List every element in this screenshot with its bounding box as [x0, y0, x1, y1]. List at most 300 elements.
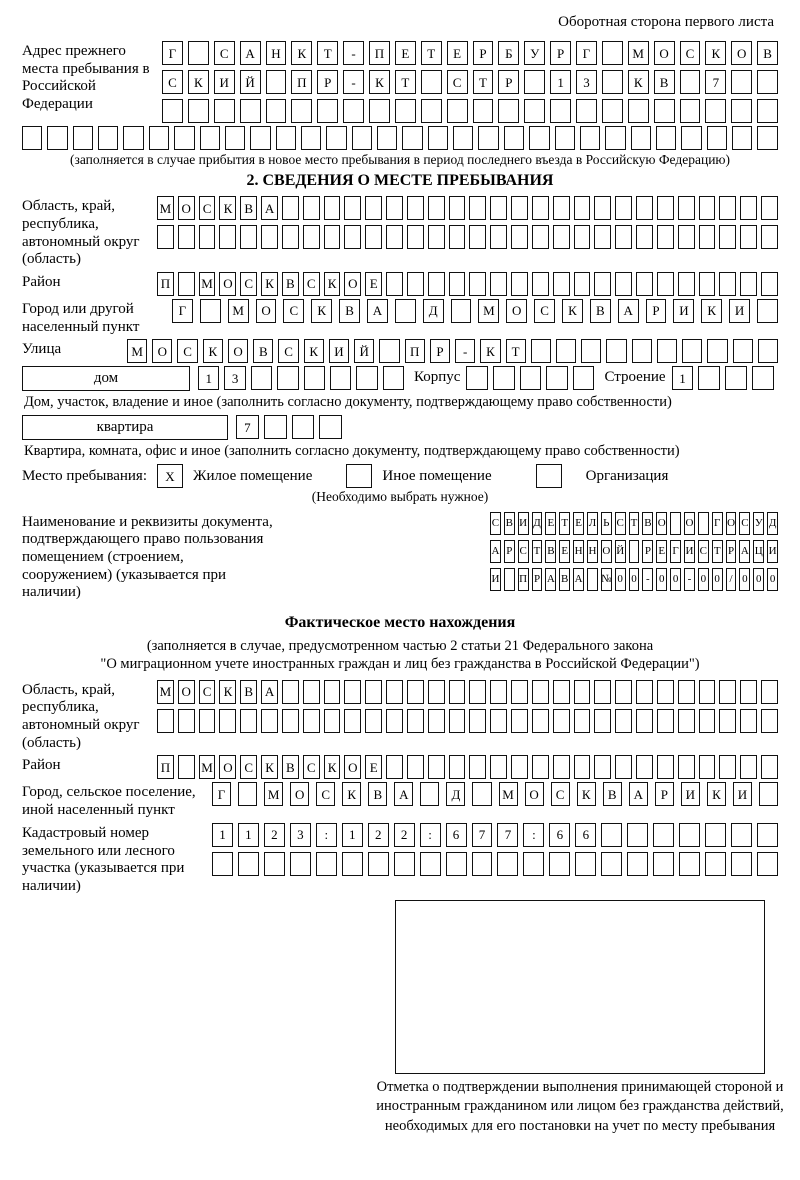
char-box[interactable]: [407, 680, 424, 704]
char-box[interactable]: [511, 709, 528, 733]
char-box[interactable]: А: [629, 782, 648, 806]
char-box[interactable]: 0: [670, 568, 681, 591]
char-box[interactable]: [602, 41, 623, 65]
char-box[interactable]: А: [739, 540, 750, 563]
char-box[interactable]: 6: [575, 823, 596, 847]
char-box[interactable]: [472, 782, 491, 806]
char-box[interactable]: К: [577, 782, 596, 806]
char-box[interactable]: К: [311, 299, 332, 323]
char-box[interactable]: М: [199, 272, 216, 296]
char-box[interactable]: [238, 852, 259, 876]
char-box[interactable]: [261, 709, 278, 733]
char-box[interactable]: -: [343, 41, 364, 65]
char-box[interactable]: С: [615, 512, 626, 535]
char-box[interactable]: Т: [712, 540, 723, 563]
char-box[interactable]: С: [283, 299, 304, 323]
char-box[interactable]: Г: [670, 540, 681, 563]
char-box[interactable]: [369, 99, 390, 123]
char-box[interactable]: [344, 225, 361, 249]
char-box[interactable]: В: [240, 196, 257, 220]
char-box[interactable]: [740, 196, 757, 220]
char-box[interactable]: [657, 196, 674, 220]
char-box[interactable]: [498, 99, 519, 123]
char-box[interactable]: [636, 196, 653, 220]
char-box[interactable]: О: [654, 41, 675, 65]
char-box[interactable]: [759, 782, 778, 806]
char-box[interactable]: [740, 272, 757, 296]
char-box[interactable]: [657, 225, 674, 249]
char-box[interactable]: [719, 755, 736, 779]
char-box[interactable]: [261, 225, 278, 249]
char-box[interactable]: Е: [365, 272, 382, 296]
char-box[interactable]: И: [733, 782, 752, 806]
char-box[interactable]: Й: [615, 540, 626, 563]
char-box[interactable]: М: [628, 41, 649, 65]
char-box[interactable]: [200, 126, 220, 150]
char-box[interactable]: [420, 852, 441, 876]
char-box[interactable]: М: [127, 339, 147, 363]
char-box[interactable]: [553, 225, 570, 249]
char-box[interactable]: X: [157, 464, 183, 488]
char-box[interactable]: [631, 126, 651, 150]
char-box[interactable]: [757, 823, 778, 847]
char-box[interactable]: 0: [753, 568, 764, 591]
char-box[interactable]: С: [303, 755, 320, 779]
char-box[interactable]: [449, 272, 466, 296]
char-box[interactable]: И: [729, 299, 750, 323]
char-box[interactable]: [636, 755, 653, 779]
char-box[interactable]: Р: [504, 540, 515, 563]
char-box[interactable]: Й: [240, 70, 261, 94]
char-box[interactable]: [679, 823, 700, 847]
char-box[interactable]: Й: [354, 339, 374, 363]
char-box[interactable]: С: [447, 70, 468, 94]
char-box[interactable]: К: [324, 755, 341, 779]
char-box[interactable]: 1: [342, 823, 363, 847]
char-box[interactable]: [157, 225, 174, 249]
char-box[interactable]: [629, 540, 640, 563]
char-box[interactable]: О: [256, 299, 277, 323]
char-box[interactable]: [162, 99, 183, 123]
char-box[interactable]: [553, 755, 570, 779]
char-box[interactable]: 1: [238, 823, 259, 847]
char-box[interactable]: Г: [162, 41, 183, 65]
char-box[interactable]: [705, 852, 726, 876]
char-box[interactable]: [761, 196, 778, 220]
char-box[interactable]: В: [603, 782, 622, 806]
char-box[interactable]: [174, 126, 194, 150]
char-box[interactable]: [656, 126, 676, 150]
char-box[interactable]: Е: [573, 512, 584, 535]
char-box[interactable]: [550, 99, 571, 123]
char-box[interactable]: Д: [446, 782, 465, 806]
char-box[interactable]: [368, 852, 389, 876]
char-box[interactable]: [490, 709, 507, 733]
char-box[interactable]: О: [525, 782, 544, 806]
char-box[interactable]: В: [282, 755, 299, 779]
char-box[interactable]: С: [698, 540, 709, 563]
char-box[interactable]: [606, 339, 626, 363]
char-box[interactable]: [473, 99, 494, 123]
char-box[interactable]: -: [455, 339, 475, 363]
char-box[interactable]: [356, 366, 377, 390]
char-box[interactable]: П: [291, 70, 312, 94]
char-box[interactable]: [580, 126, 600, 150]
char-box[interactable]: [587, 568, 598, 591]
char-box[interactable]: О: [344, 272, 361, 296]
char-box[interactable]: [428, 272, 445, 296]
char-box[interactable]: В: [282, 272, 299, 296]
char-box[interactable]: [330, 366, 351, 390]
char-box[interactable]: -: [343, 70, 364, 94]
char-box[interactable]: [428, 225, 445, 249]
char-box[interactable]: [428, 126, 448, 150]
char-box[interactable]: [707, 339, 727, 363]
char-box[interactable]: [574, 709, 591, 733]
char-box[interactable]: [386, 225, 403, 249]
char-box[interactable]: [365, 680, 382, 704]
char-box[interactable]: К: [261, 755, 278, 779]
char-box[interactable]: Г: [576, 41, 597, 65]
char-box[interactable]: Р: [498, 70, 519, 94]
char-box[interactable]: 6: [446, 823, 467, 847]
char-box[interactable]: Т: [421, 41, 442, 65]
char-box[interactable]: [407, 709, 424, 733]
char-box[interactable]: Р: [430, 339, 450, 363]
char-box[interactable]: [511, 755, 528, 779]
char-box[interactable]: [326, 126, 346, 150]
char-box[interactable]: [478, 126, 498, 150]
char-box[interactable]: 3: [224, 366, 245, 390]
char-box[interactable]: [657, 272, 674, 296]
char-box[interactable]: [421, 70, 442, 94]
char-box[interactable]: К: [304, 339, 324, 363]
char-box[interactable]: В: [590, 299, 611, 323]
char-box[interactable]: Т: [473, 70, 494, 94]
char-box[interactable]: 7: [497, 823, 518, 847]
char-box[interactable]: [407, 272, 424, 296]
char-box[interactable]: [466, 366, 488, 390]
char-box[interactable]: О: [219, 755, 236, 779]
char-box[interactable]: В: [339, 299, 360, 323]
char-box[interactable]: [556, 339, 576, 363]
char-box[interactable]: [250, 126, 270, 150]
char-box[interactable]: [553, 680, 570, 704]
char-box[interactable]: [731, 823, 752, 847]
char-box[interactable]: И: [329, 339, 349, 363]
char-box[interactable]: [199, 709, 216, 733]
char-box[interactable]: С: [303, 272, 320, 296]
char-box[interactable]: [731, 70, 752, 94]
char-box[interactable]: [420, 782, 439, 806]
char-box[interactable]: О: [726, 512, 737, 535]
char-box[interactable]: 2: [394, 823, 415, 847]
char-box[interactable]: К: [261, 272, 278, 296]
char-box[interactable]: [240, 709, 257, 733]
char-box[interactable]: [524, 70, 545, 94]
char-box[interactable]: [523, 852, 544, 876]
char-box[interactable]: [576, 99, 597, 123]
char-box[interactable]: [449, 196, 466, 220]
char-box[interactable]: [549, 852, 570, 876]
char-box[interactable]: /: [726, 568, 737, 591]
char-box[interactable]: 0: [615, 568, 626, 591]
char-box[interactable]: [352, 126, 372, 150]
char-box[interactable]: [725, 366, 747, 390]
char-box[interactable]: [636, 680, 653, 704]
char-box[interactable]: [178, 709, 195, 733]
char-box[interactable]: [758, 339, 778, 363]
char-box[interactable]: [301, 126, 321, 150]
char-box[interactable]: А: [618, 299, 639, 323]
char-box[interactable]: [615, 225, 632, 249]
char-box[interactable]: [636, 709, 653, 733]
char-box[interactable]: К: [203, 339, 223, 363]
char-box[interactable]: [761, 709, 778, 733]
char-box[interactable]: [632, 339, 652, 363]
char-box[interactable]: [615, 755, 632, 779]
char-box[interactable]: [386, 755, 403, 779]
char-box[interactable]: [303, 225, 320, 249]
char-box[interactable]: В: [642, 512, 653, 535]
char-box[interactable]: [407, 225, 424, 249]
char-box[interactable]: М: [478, 299, 499, 323]
char-box[interactable]: [627, 852, 648, 876]
char-box[interactable]: [386, 709, 403, 733]
char-box[interactable]: [574, 196, 591, 220]
char-box[interactable]: [277, 366, 298, 390]
char-box[interactable]: [493, 366, 515, 390]
char-box[interactable]: [653, 852, 674, 876]
char-box[interactable]: [699, 196, 716, 220]
char-box[interactable]: [219, 225, 236, 249]
char-box[interactable]: [546, 366, 568, 390]
char-box[interactable]: [266, 70, 287, 94]
char-box[interactable]: [303, 196, 320, 220]
char-box[interactable]: :: [420, 823, 441, 847]
checkbox-organizaciya[interactable]: [536, 464, 562, 488]
char-box[interactable]: [699, 272, 716, 296]
char-box[interactable]: С: [214, 41, 235, 65]
char-box[interactable]: [282, 680, 299, 704]
char-box[interactable]: Р: [317, 70, 338, 94]
char-box[interactable]: [657, 680, 674, 704]
char-box[interactable]: [740, 709, 757, 733]
char-box[interactable]: [451, 299, 472, 323]
char-box[interactable]: М: [157, 196, 174, 220]
char-box[interactable]: В: [559, 568, 570, 591]
char-box[interactable]: Р: [646, 299, 667, 323]
char-box[interactable]: [678, 196, 695, 220]
char-box[interactable]: К: [291, 41, 312, 65]
char-box[interactable]: О: [178, 680, 195, 704]
char-box[interactable]: [574, 225, 591, 249]
char-box[interactable]: К: [219, 680, 236, 704]
char-box[interactable]: [395, 299, 416, 323]
char-box[interactable]: [251, 366, 272, 390]
char-box[interactable]: [680, 70, 701, 94]
char-box[interactable]: 7: [472, 823, 493, 847]
char-box[interactable]: [681, 126, 701, 150]
char-box[interactable]: 7: [236, 415, 259, 439]
char-box[interactable]: [757, 299, 778, 323]
char-box[interactable]: [657, 709, 674, 733]
char-box[interactable]: [344, 680, 361, 704]
char-box[interactable]: Ь: [601, 512, 612, 535]
char-box[interactable]: [282, 709, 299, 733]
char-box[interactable]: [657, 755, 674, 779]
checkbox-zhiloe[interactable]: [157, 464, 183, 488]
char-box[interactable]: К: [701, 299, 722, 323]
char-box[interactable]: [365, 196, 382, 220]
char-box[interactable]: П: [157, 755, 174, 779]
char-box[interactable]: [324, 196, 341, 220]
char-box[interactable]: К: [707, 782, 726, 806]
char-box[interactable]: [343, 99, 364, 123]
char-box[interactable]: [678, 225, 695, 249]
char-box[interactable]: В: [368, 782, 387, 806]
char-box[interactable]: [705, 99, 726, 123]
char-box[interactable]: И: [490, 568, 501, 591]
char-box[interactable]: [123, 126, 143, 150]
char-box[interactable]: [719, 225, 736, 249]
char-box[interactable]: [532, 709, 549, 733]
char-box[interactable]: [719, 680, 736, 704]
char-box[interactable]: [594, 709, 611, 733]
char-box[interactable]: [428, 755, 445, 779]
char-box[interactable]: [653, 823, 674, 847]
char-box[interactable]: А: [367, 299, 388, 323]
char-box[interactable]: [529, 126, 549, 150]
char-box[interactable]: [602, 70, 623, 94]
char-box[interactable]: К: [188, 70, 209, 94]
char-box[interactable]: [601, 823, 622, 847]
char-box[interactable]: [719, 196, 736, 220]
char-box[interactable]: А: [394, 782, 413, 806]
char-box[interactable]: [555, 126, 575, 150]
char-box[interactable]: О: [506, 299, 527, 323]
char-box[interactable]: [47, 126, 67, 150]
char-box[interactable]: [453, 126, 473, 150]
char-box[interactable]: [199, 225, 216, 249]
char-box[interactable]: Н: [587, 540, 598, 563]
char-box[interactable]: П: [518, 568, 529, 591]
char-box[interactable]: [574, 755, 591, 779]
char-box[interactable]: [698, 366, 720, 390]
char-box[interactable]: [699, 755, 716, 779]
char-box[interactable]: [264, 852, 285, 876]
char-box[interactable]: [707, 126, 727, 150]
char-box[interactable]: [636, 225, 653, 249]
char-box[interactable]: С: [240, 272, 257, 296]
char-box[interactable]: [520, 366, 542, 390]
char-box[interactable]: 0: [767, 568, 778, 591]
char-box[interactable]: [490, 272, 507, 296]
char-box[interactable]: В: [240, 680, 257, 704]
char-box[interactable]: [532, 755, 549, 779]
char-box[interactable]: [446, 852, 467, 876]
char-box[interactable]: [178, 755, 195, 779]
char-box[interactable]: Е: [559, 540, 570, 563]
char-box[interactable]: О: [684, 512, 695, 535]
char-box[interactable]: С: [551, 782, 570, 806]
char-box[interactable]: [282, 196, 299, 220]
char-box[interactable]: [469, 196, 486, 220]
char-box[interactable]: [497, 852, 518, 876]
char-box[interactable]: [628, 99, 649, 123]
char-box[interactable]: [574, 272, 591, 296]
char-box[interactable]: :: [316, 823, 337, 847]
house-type-box[interactable]: дом: [22, 366, 190, 391]
char-box[interactable]: [377, 126, 397, 150]
checkbox-inoe[interactable]: [346, 464, 372, 488]
char-box[interactable]: [428, 709, 445, 733]
char-box[interactable]: [490, 225, 507, 249]
char-box[interactable]: П: [405, 339, 425, 363]
char-box[interactable]: [188, 41, 209, 65]
char-box[interactable]: [365, 709, 382, 733]
char-box[interactable]: С: [199, 196, 216, 220]
char-box[interactable]: 7: [705, 70, 726, 94]
char-box[interactable]: О: [290, 782, 309, 806]
char-box[interactable]: [553, 196, 570, 220]
char-box[interactable]: Р: [532, 568, 543, 591]
char-box[interactable]: [532, 225, 549, 249]
char-box[interactable]: [365, 225, 382, 249]
char-box[interactable]: [757, 126, 777, 150]
char-box[interactable]: М: [499, 782, 518, 806]
char-box[interactable]: [264, 415, 287, 439]
char-box[interactable]: [553, 709, 570, 733]
char-box[interactable]: И: [681, 782, 700, 806]
char-box[interactable]: С: [680, 41, 701, 65]
char-box[interactable]: [601, 852, 622, 876]
char-box[interactable]: Е: [447, 41, 468, 65]
char-box[interactable]: [98, 126, 118, 150]
char-box[interactable]: [733, 339, 753, 363]
char-box[interactable]: Д: [532, 512, 543, 535]
char-box[interactable]: С: [518, 540, 529, 563]
char-box[interactable]: №: [601, 568, 612, 591]
char-box[interactable]: [575, 852, 596, 876]
char-box[interactable]: [719, 272, 736, 296]
char-box[interactable]: [319, 415, 342, 439]
char-box[interactable]: Б: [498, 41, 519, 65]
char-box[interactable]: [678, 709, 695, 733]
char-box[interactable]: [670, 512, 681, 535]
char-box[interactable]: [214, 99, 235, 123]
char-box[interactable]: [238, 782, 257, 806]
char-box[interactable]: [342, 852, 363, 876]
char-box[interactable]: [469, 755, 486, 779]
char-box[interactable]: Е: [395, 41, 416, 65]
char-box[interactable]: М: [264, 782, 283, 806]
char-box[interactable]: [428, 196, 445, 220]
char-box[interactable]: 0: [712, 568, 723, 591]
char-box[interactable]: А: [261, 196, 278, 220]
char-box[interactable]: [705, 823, 726, 847]
char-box[interactable]: [472, 852, 493, 876]
char-box[interactable]: [719, 709, 736, 733]
char-box[interactable]: [291, 99, 312, 123]
char-box[interactable]: [276, 126, 296, 150]
char-box[interactable]: [428, 680, 445, 704]
char-box[interactable]: [504, 568, 515, 591]
char-box[interactable]: [324, 680, 341, 704]
char-box[interactable]: Д: [767, 512, 778, 535]
char-box[interactable]: [292, 415, 315, 439]
char-box[interactable]: Р: [655, 782, 674, 806]
